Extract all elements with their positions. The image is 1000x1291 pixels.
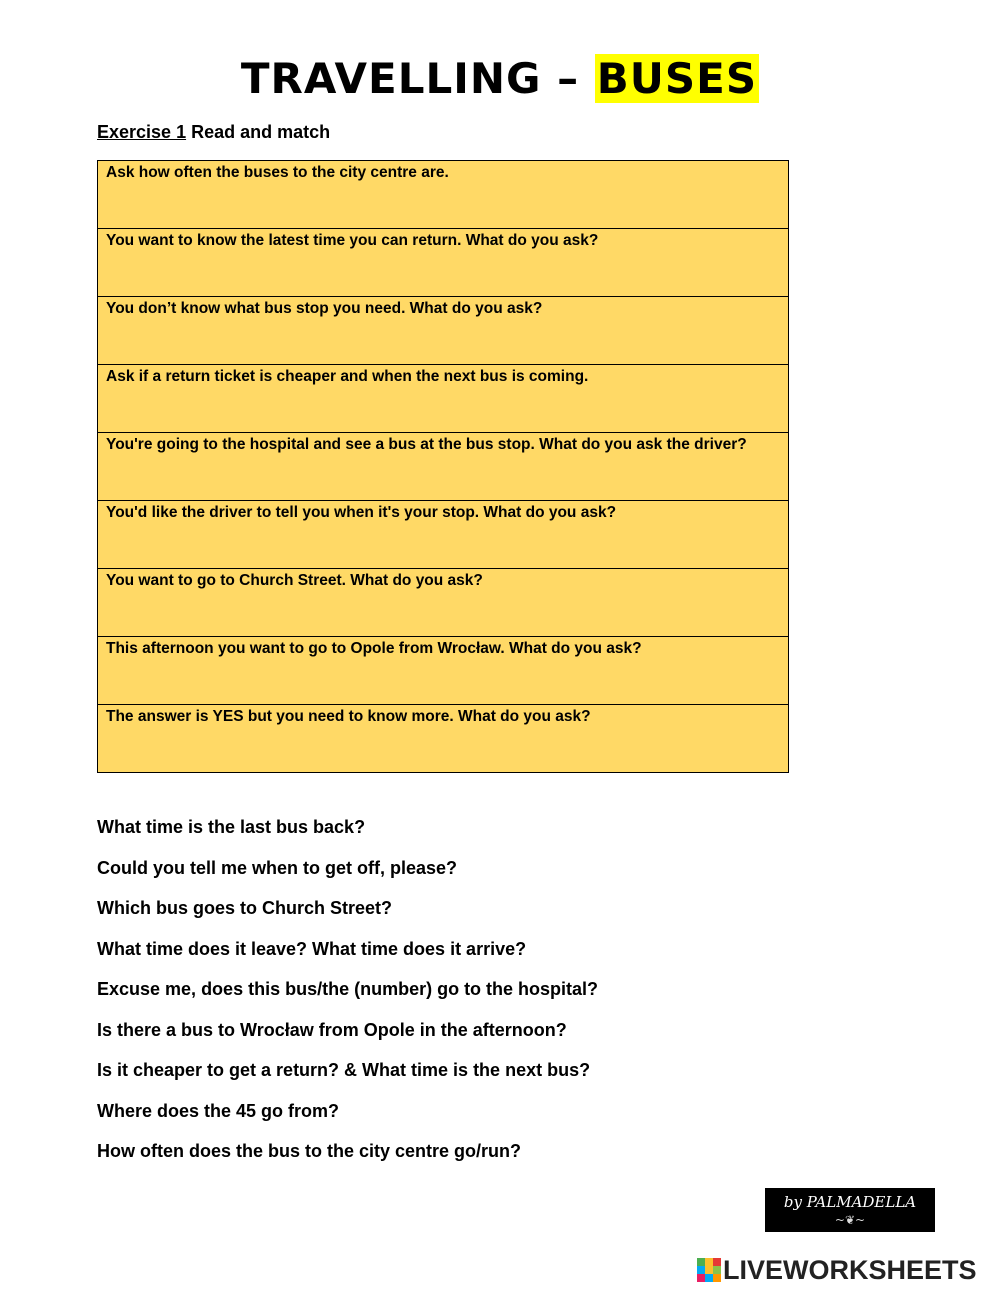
exercise-instruction: Read and match (186, 122, 331, 142)
answer-item[interactable]: What time is the last bus back? (97, 817, 366, 837)
prompt-table (97, 160, 789, 773)
title-main: TRAVELLING – (240, 54, 595, 103)
title-highlight: BUSES (596, 54, 758, 103)
prompt-row[interactable]: Ask how often the buses to the city centre are. (98, 161, 788, 229)
answer-item[interactable]: Excuse me, does this bus/the (number) go to the hospital? (97, 979, 599, 999)
exercise-heading (97, 120, 330, 144)
signature-text: by PALMADELLA (783, 1193, 917, 1211)
ornament-icon: ~❦~ (834, 1213, 866, 1227)
answer-item[interactable]: Is there a bus to Wrocław from Opole in the afternoon? (97, 1019, 567, 1040)
answer-item[interactable]: How often does the bus to the city centre go/run? (97, 1141, 522, 1161)
prompt-row[interactable]: You'd like the driver to tell you when it's your stop. What do you ask? (98, 501, 788, 569)
liveworksheets-logo (697, 1255, 977, 1285)
answer-item[interactable]: Which bus goes to Church Street? (97, 898, 393, 918)
prompt-row[interactable]: You're going to the hospital and see a bus at the bus stop. What do you ask the driver? (98, 433, 788, 501)
prompt-row[interactable]: The answer is YES but you need to know more. What do you ask? (106, 708, 591, 725)
answer-list (97, 814, 797, 1179)
exercise-number: Exercise 1 (97, 122, 187, 142)
liveworksheets-text: LIVEWORKSHEETS (723, 1255, 977, 1285)
answer-item[interactable]: Where does the 45 go from? (97, 1100, 340, 1121)
prompt-row[interactable]: You don’t know what bus stop you need. What do you ask? (98, 297, 788, 365)
page-title (0, 52, 1000, 106)
prompt-row[interactable]: You want to go to Church Street. What do you ask? (98, 569, 788, 637)
prompt-row[interactable]: You want to know the latest time you can return. What do you ask? (98, 229, 788, 297)
prompt-row[interactable]: Ask if a return ticket is cheaper and when the next bus is coming. (98, 365, 788, 433)
prompt-row[interactable]: This afternoon you want to go to Opole from Wrocław. What do you ask? (98, 637, 788, 705)
author-signature (765, 1188, 935, 1232)
answer-item[interactable]: Could you tell me when to get off, please? (97, 857, 458, 878)
liveworksheets-icon (697, 1258, 721, 1282)
answer-item[interactable]: What time does it leave? What time does it arrive? (97, 938, 527, 959)
answer-item[interactable]: Is it cheaper to get a return? & What time is the next bus? (97, 1060, 591, 1080)
